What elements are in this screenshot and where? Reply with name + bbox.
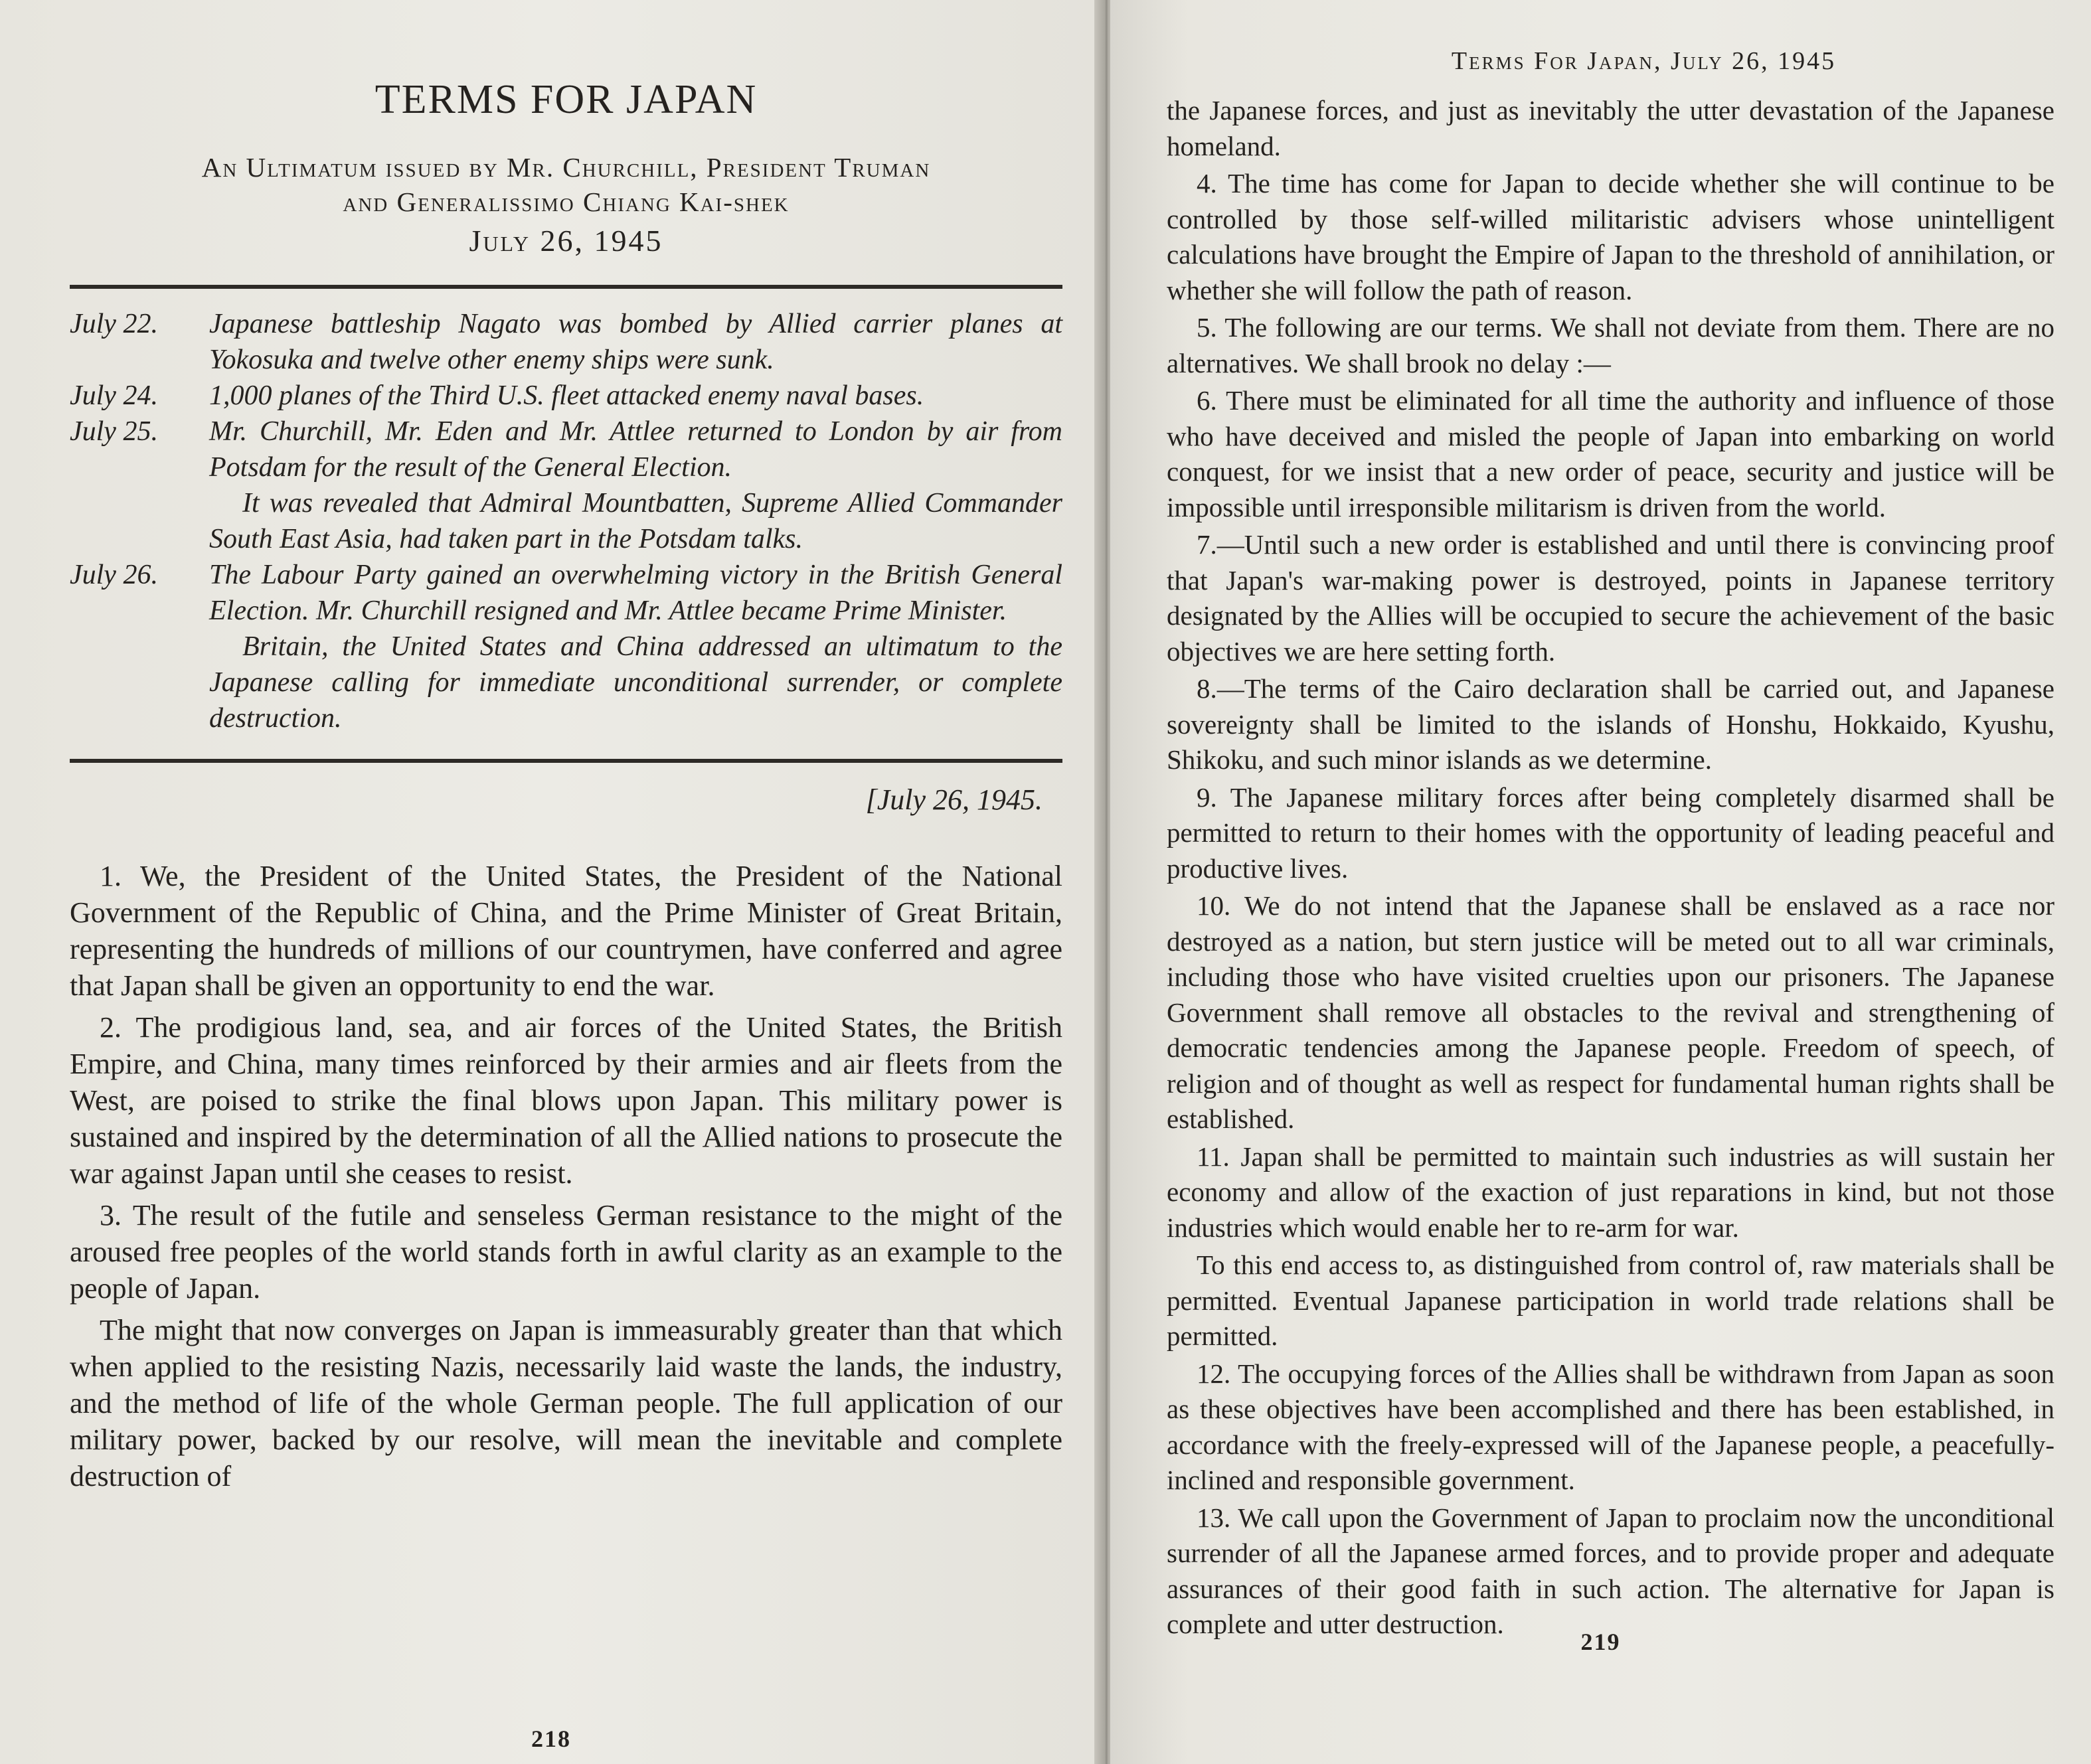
chronology-paragraph: Japanese battleship Nagato was bombed by Allied carrier planes at Yokosuka and twelve other enemy ships were sunk. <box>209 309 1062 375</box>
chronology-paragraph: Britain, the United States and China addressed an ultimatum to the Japanese calling for immediate unconditional surrender, or complete destruction. <box>209 631 1062 734</box>
chronology-text <box>209 378 1062 414</box>
bottom-rule <box>70 759 1062 763</box>
subtitle-line-2: and Generalissimo Chiang Kai-shek <box>343 187 790 217</box>
dateline: [July 26, 1945. <box>865 783 1043 816</box>
chronology-date: July 24. <box>70 380 158 411</box>
chronology-entry <box>70 378 1062 414</box>
body-paragraph: 1. We, the President of the United States, the President of the National Government of the Republic of China, and the Prime Minister of Great Britain, representing the hundreds of millions of our countrymen, have conferred and agree that Japan shall be given an opportunity to end the war. <box>70 860 1062 1002</box>
body-paragraph: 8.—The terms of the Cairo declaration shall be carried out, and Japanese sovereignty shall be limited to the islands of Honshu, Hokkaido, Kyushu, Shikoku, and such minor islands as we determine. <box>1167 673 2054 775</box>
body-paragraph: 7.—Until such a new order is established and until there is convincing proof that Japan's war-making power is destroyed, points in Japanese territory designated by the Allies will be occupied to secure the achievement of the basic objectives we are here setting forth. <box>1167 529 2054 667</box>
running-head: Terms For Japan, July 26, 1945 <box>1451 47 1837 75</box>
page-number-left: 218 <box>531 1725 571 1752</box>
chronology-entry <box>70 557 1062 736</box>
body-paragraph: 13. We call upon the Government of Japan to proclaim now the unconditional surrender of all the Japanese armed forces, and to provide proper and adequate assurances of their good faith in such action. The alternative for Japan is complete and utter destruction. <box>1167 1502 2054 1639</box>
body-paragraph: 12. The occupying forces of the Allies shall be withdrawn from Japan as soon as these objectives have been accomplished and there has been established, in accordance with the freely-expressed will of the Japanese people, a peacefully-inclined and responsible government. <box>1167 1358 2054 1495</box>
body-paragraph: 3. The result of the futile and senseless German resistance to the might of the aroused free peoples of the world stands forth in awful clarity as an example to the people of Japan. <box>70 1199 1062 1305</box>
top-rule <box>70 285 1062 289</box>
subtitle-date: July 26, 1945 <box>469 224 663 258</box>
chronology-paragraph: Mr. Churchill, Mr. Eden and Mr. Attlee returned to London by air from Potsdam for the result of the General Election. <box>209 416 1062 483</box>
continuation-paragraph: the Japanese forces, and just as inevitably the utter devastation of the Japanese homeland. <box>1167 95 2054 161</box>
chronology-date: July 25. <box>70 416 158 447</box>
chronology-date: July 26. <box>70 560 158 590</box>
subtitle-line-1: An Ultimatum issued by Mr. Churchill, President Truman <box>201 152 931 183</box>
body-paragraph: The might that now converges on Japan is immeasurably greater than that which when applied to the resisting Nazis, necessarily laid waste the lands, the industry, and the method of life of the whole German people. The full application of our military power, backed by our resolve, will mean the inevitable and complete destruction of <box>70 1314 1062 1492</box>
chronology-paragraph: It was revealed that Admiral Mountbatten, Supreme Allied Commander South East Asia, had taken part in the Potsdam talks. <box>209 488 1062 554</box>
chronology-date: July 22. <box>70 309 158 339</box>
body-paragraph: 9. The Japanese military forces after being completely disarmed shall be permitted to return to their homes with the opportunity of leading peaceful and productive lives. <box>1167 781 2054 884</box>
body-paragraph: 6. There must be eliminated for all time the authority and influence of those who have deceived and misled the people of Japan into embarking on world conquest, for we insist that a new order of peace, security and justice will be impossible until irresponsible militarism is driven from the world. <box>1167 385 2054 522</box>
body-paragraph: 2. The prodigious land, sea, and air forces of the United States, the British Empire, and China, many times reinforced by their armies and air fleets from the West, are poised to strike the final blows upon Japan. This military power is sustained and inspired by the determination of all the Allied nations to prosecute the war against Japan until she ceases to resist. <box>70 1011 1062 1190</box>
chronology-text <box>209 557 1062 736</box>
chronology-paragraph: The Labour Party gained an overwhelming victory in the British General Election. Mr. Churchill resigned and Mr. Attlee became Prime Minister. <box>209 560 1062 626</box>
body-paragraph: 11. Japan shall be permitted to maintain such industries as will sustain her economy and allow of the exaction of just reparations in kind, but not those industries which would enable her to re-arm for war. <box>1167 1141 2054 1243</box>
body-paragraph: To this end access to, as distinguished from control of, raw materials shall be permitted. Eventual Japanese participation in world trade relations shall be permitted. <box>1167 1249 2054 1351</box>
chronology-entry <box>70 306 1062 378</box>
chronology <box>70 306 1062 736</box>
right-page <box>1110 0 2091 1764</box>
body-paragraph: 10. We do not intend that the Japanese shall be enslaved as a race nor destroyed as a nation, but stern justice will be meted out to all war criminals, including those who have visited cruelties upon our prisoners. The Japanese Government shall remove all obstacles to the revival and strengthening of democratic tendencies among the Japanese people. Freedom of speech, of religion and of thought as well as respect for fundamental human rights shall be established. <box>1167 890 2054 1134</box>
chronology-paragraph: 1,000 planes of the Third U.S. fleet attacked enemy naval bases. <box>209 380 924 411</box>
chronology-text <box>209 306 1062 378</box>
chronology-entry <box>70 414 1062 557</box>
body-paragraph: 5. The following are our terms. We shall not deviate from them. There are no alternatives. We shall brook no delay :— <box>1167 312 2054 378</box>
chronology-text <box>209 414 1062 557</box>
body-paragraph: 4. The time has come for Japan to decide whether she will continue to be controlled by those self-willed militaristic advisers whose unintelligent calculations have brought the Empire of Japan to the threshold of annihilation, or whether she will follow the path of reason. <box>1167 168 2054 305</box>
page-title: TERMS FOR JAPAN <box>375 77 758 122</box>
page-number-right: 219 <box>1580 1629 1621 1655</box>
left-body-text <box>70 858 1062 1494</box>
right-body-text <box>1167 93 2054 1643</box>
